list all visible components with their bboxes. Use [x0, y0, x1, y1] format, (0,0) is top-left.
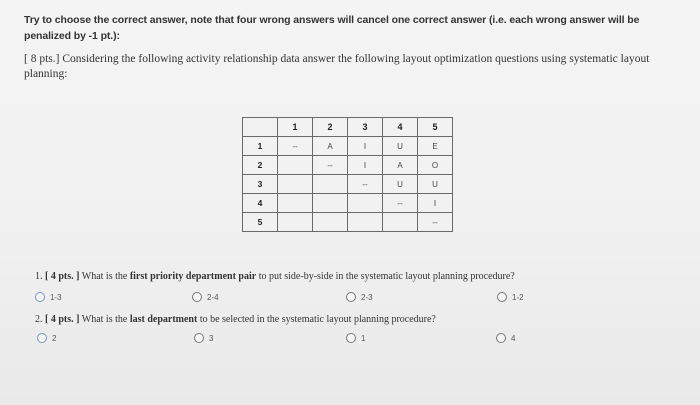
table-cell — [278, 213, 313, 232]
table-cell — [313, 213, 348, 232]
table-cell: -- — [418, 213, 453, 232]
row-header: 3 — [243, 175, 278, 194]
question-1-text — [35, 271, 515, 282]
q1-points: [ 4 pts. ] — [45, 271, 80, 282]
table-cell — [278, 194, 313, 213]
radio-button-icon[interactable] — [346, 292, 356, 302]
table-cell — [313, 175, 348, 194]
table-cell — [383, 213, 418, 232]
q1-option-3[interactable] — [346, 292, 373, 302]
table-header-row — [243, 118, 453, 137]
q1-option-label: 1-3 — [50, 292, 62, 302]
row-header: 5 — [243, 213, 278, 232]
intro-text: Considering the following activity relationship data answer the following layout optimization questions using systematic layout planning: — [24, 53, 650, 80]
q2-number: 2. — [35, 314, 43, 325]
radio-button-icon[interactable] — [192, 292, 202, 302]
table-cell — [278, 156, 313, 175]
radio-button-icon[interactable] — [346, 333, 356, 343]
q1-text-bold: first priority department pair — [129, 271, 257, 282]
q2-option-3[interactable] — [346, 333, 365, 343]
table-cell — [348, 213, 383, 232]
col-header: 2 — [313, 118, 348, 137]
q1-text-post: to put side-by-side in the systematic layout planning procedure? — [258, 271, 515, 282]
q1-option-2[interactable] — [192, 292, 219, 302]
q2-option-1[interactable] — [37, 333, 56, 343]
table-row — [243, 194, 453, 213]
radio-button-icon[interactable] — [194, 333, 204, 343]
radio-button-icon[interactable] — [497, 292, 507, 302]
question-intro — [24, 52, 664, 82]
q1-option-label: 2-3 — [361, 292, 373, 302]
row-header: 4 — [243, 194, 278, 213]
q2-option-2[interactable] — [194, 333, 213, 343]
activity-relationship-table — [242, 117, 453, 232]
row-header: 1 — [243, 137, 278, 156]
q1-option-label: 2-4 — [207, 292, 219, 302]
table-row — [243, 156, 453, 175]
intro-points: [ 8 pts.] — [24, 53, 60, 65]
table-row — [243, 213, 453, 232]
table-cell: A — [383, 156, 418, 175]
q2-text-bold: last department — [129, 314, 198, 325]
q2-option-label: 4 — [511, 333, 516, 343]
q1-text-pre: What is the — [81, 271, 128, 282]
table-cell: -- — [313, 156, 348, 175]
q1-option-1[interactable] — [35, 292, 62, 302]
radio-button-icon[interactable] — [35, 292, 45, 302]
radio-button-icon[interactable] — [37, 333, 47, 343]
table-cell — [313, 194, 348, 213]
table-cell: I — [348, 137, 383, 156]
q2-option-label: 1 — [361, 333, 366, 343]
q2-points: [ 4 pts. ] — [45, 314, 80, 325]
table-cell: E — [418, 137, 453, 156]
table-cell: -- — [383, 194, 418, 213]
q1-option-label: 1-2 — [512, 292, 524, 302]
col-header: 1 — [278, 118, 313, 137]
q2-option-label: 2 — [52, 333, 57, 343]
q1-number: 1. — [35, 271, 43, 282]
question-2-text — [35, 314, 436, 325]
table-cell: I — [418, 194, 453, 213]
q2-option-label: 3 — [209, 333, 214, 343]
table-cell — [348, 194, 383, 213]
q2-text-post: to be selected in the systematic layout planning procedure? — [199, 314, 436, 325]
table-cell: I — [348, 156, 383, 175]
col-header: 3 — [348, 118, 383, 137]
q1-option-4[interactable] — [497, 292, 524, 302]
table-cell: -- — [278, 137, 313, 156]
radio-button-icon[interactable] — [496, 333, 506, 343]
q2-text-pre: What is the — [81, 314, 128, 325]
table-corner-cell — [243, 118, 278, 137]
table-cell: U — [383, 175, 418, 194]
table-row — [243, 175, 453, 194]
instructions-text: Try to choose the correct answer, note that four wrong answers will cancel one correct answer (i.e. each wrong answer will be penalized by -1 pt.): — [24, 14, 640, 42]
table-cell: A — [313, 137, 348, 156]
row-header: 2 — [243, 156, 278, 175]
table-cell — [278, 175, 313, 194]
table-row — [243, 137, 453, 156]
table-cell: U — [418, 175, 453, 194]
table-cell: U — [383, 137, 418, 156]
col-header: 5 — [418, 118, 453, 137]
q2-option-4[interactable] — [496, 333, 515, 343]
table-cell: O — [418, 156, 453, 175]
table-cell: -- — [348, 175, 383, 194]
col-header: 4 — [383, 118, 418, 137]
